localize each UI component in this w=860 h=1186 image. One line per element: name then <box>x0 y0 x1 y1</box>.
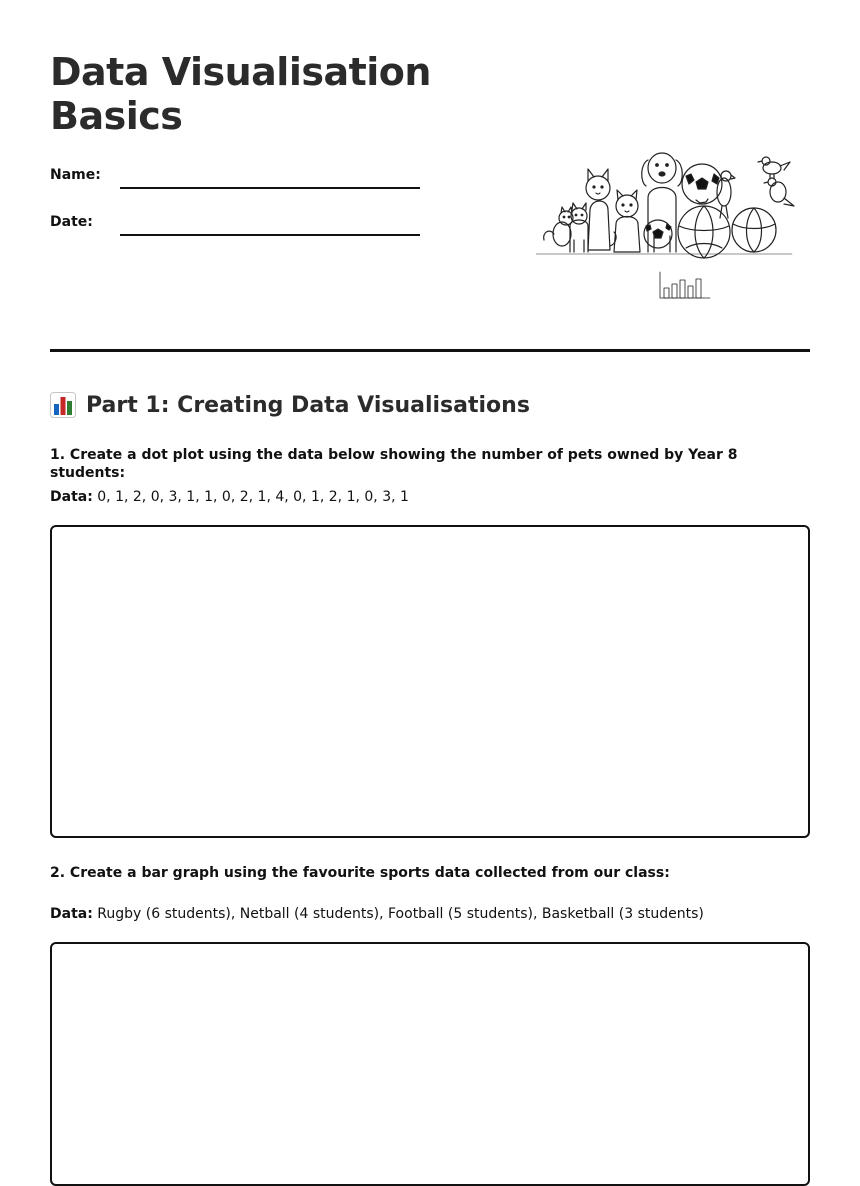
question-1-data-value: 0, 1, 2, 0, 3, 1, 1, 0, 2, 1, 4, 0, 1, 2, 1, 0, 3, 1 <box>97 489 409 505</box>
date-write-line[interactable] <box>120 234 420 236</box>
name-label: Name: <box>50 167 101 183</box>
date-field <box>50 213 470 243</box>
center-cat-icon <box>614 190 640 252</box>
cat-left-icon <box>544 207 573 246</box>
bar-chart-sketch-icon <box>660 272 710 298</box>
part1-heading-text: Part 1: Creating Data Visualisations <box>86 392 530 418</box>
tall-cat-icon <box>586 169 616 250</box>
second-beach-ball-icon <box>732 208 776 252</box>
page-title: Data Visualisation Basics <box>50 50 431 138</box>
kitten-icon <box>570 203 588 252</box>
part1-heading <box>50 390 530 420</box>
soccer-ball-icon <box>682 164 722 204</box>
question-2-answer-box[interactable] <box>50 942 810 1186</box>
question-2-data <box>50 905 810 923</box>
bar-chart-icon <box>50 392 76 418</box>
name-field <box>50 166 470 196</box>
question-2-data-value: Rugby (6 students), Netball (4 students), Football (5 students), Basketball (3 students) <box>97 906 704 922</box>
question-1-prompt: 1. Create a dot plot using the data below showing the number of pets owned by Year 8 students: <box>50 447 738 481</box>
beach-ball-icon <box>678 206 730 258</box>
bird-top-icon <box>758 157 790 179</box>
pets-and-balls-illustration <box>536 148 808 308</box>
dog-icon <box>642 153 683 252</box>
bird-lower-icon <box>764 178 794 206</box>
question-1-data-label: Data: <box>50 489 93 505</box>
question-2-prompt: 2. Create a bar graph using the favourite sports data collected from our class: <box>50 865 670 881</box>
question-2-data-label: Data: <box>50 906 93 922</box>
question-1-data <box>50 488 810 506</box>
name-write-line[interactable] <box>120 187 420 189</box>
question-1-answer-box[interactable] <box>50 525 810 838</box>
date-label: Date: <box>50 214 93 230</box>
header-divider <box>50 349 810 352</box>
